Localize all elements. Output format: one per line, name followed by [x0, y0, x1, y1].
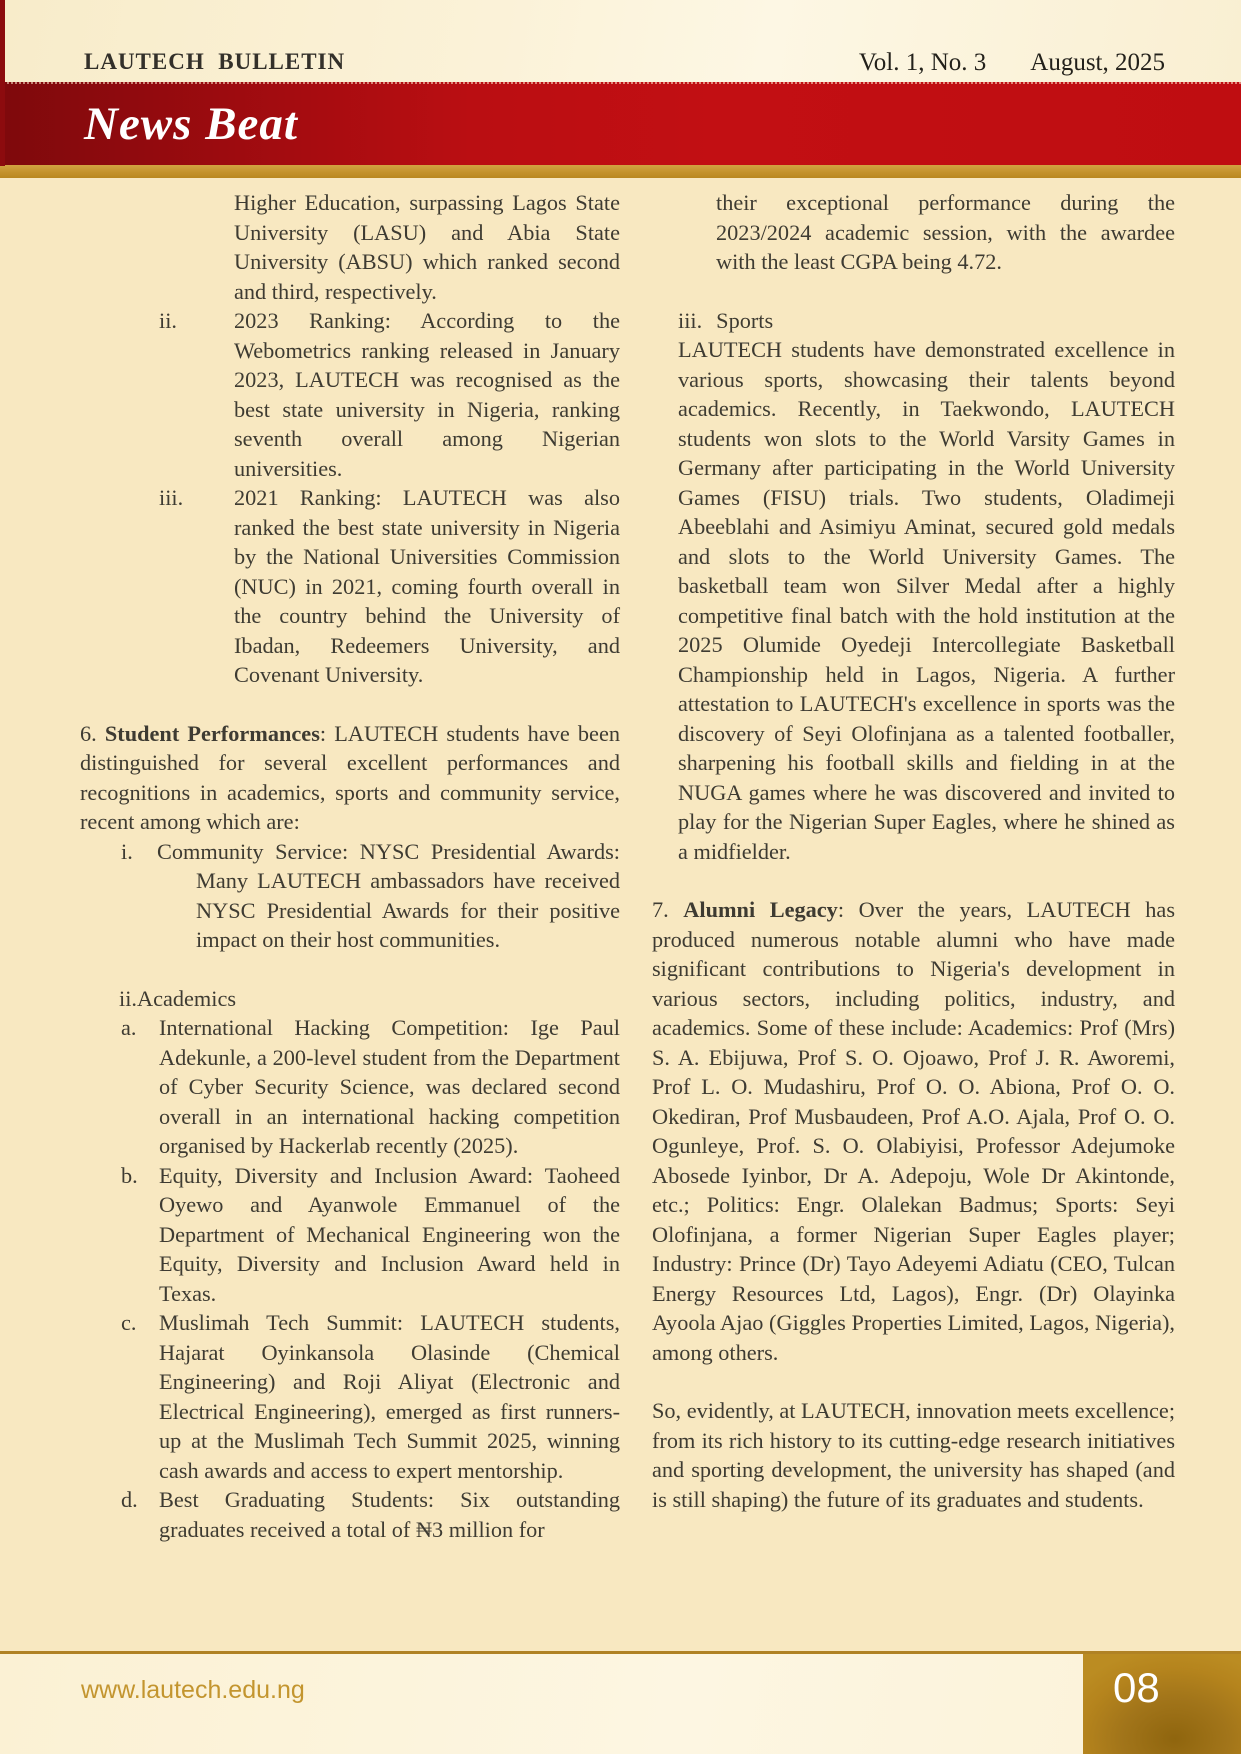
ranking-item-2023 — [80, 306, 620, 483]
list-text: Best Graduating Students: Six outstanding graduates received a total of ₦3 million for — [159, 1487, 620, 1542]
community-service-item — [80, 837, 620, 955]
masthead-issue — [859, 49, 1165, 77]
masthead-title: LAUTECH BULLETIN — [84, 49, 346, 74]
section-title: Alumni Legacy — [683, 897, 838, 922]
site-url[interactable]: www.lautech.edu.ng — [81, 1676, 305, 1704]
list-marker: c. — [121, 1310, 137, 1335]
left-column — [80, 188, 620, 1544]
academics-item-c — [80, 1308, 620, 1485]
masthead — [0, 0, 1241, 82]
page-number: 08 — [1113, 1664, 1160, 1711]
list-marker: i. — [121, 838, 133, 864]
list-marker: iii. — [678, 307, 703, 333]
subheading-text: Sports — [716, 307, 774, 333]
section-text: : Over the years, LAUTECH has produced numerous notable alumni who have made significant contributions to Nigeria's development in various sectors, including politics, industry, and academics. Some of these include: Academics: Prof (Mrs) S. A. Ebijuwa, Prof S. O. Ojoawo, Prof J. R. Aworemi, Prof L. O. Mudashiru, Prof O. O. Abiona, Prof O. O. Okediran, Prof Musbaudeen, Prof A.O. Ajala, Prof O. O. Ogunleye, Prof. S. O. Olabiyisi, Professor Adejumoke Abosede Iyinbor, Dr A. Adepoju, Wole Dr Akintonde, etc.; Politics: Engr. Olalekan Badmus; Sports: Seyi Olofinjana, a former Nigerian Super Eagles player; Industry: Prince (Dr) Tayo Adeyemi Adiatu (CEO, Tulcan Energy Resources Ltd, Lagos), Engr. (Dr) Olayinka Ayoola Ajao (Giggles Properties Limited, Lagos, Nigeria), among others. — [652, 897, 1175, 1365]
academics-item-a — [80, 1013, 620, 1161]
news-beat-banner — [0, 82, 1241, 165]
list-marker: ii. — [119, 985, 137, 1011]
ranking-item-continuation — [80, 188, 620, 306]
continuation-paragraph: their exceptional performance during the 2023/2024 academic session, with the awardee with the least CGPA being 4.72. — [716, 190, 1175, 274]
issue-volume: Vol. 1, No. 3 — [858, 49, 987, 76]
sports-section — [652, 306, 1175, 867]
gold-divider — [0, 165, 1241, 178]
list-marker: ii. — [159, 308, 177, 333]
section-text: : LAUTECH students have been distinguished for several excellent performances and recognitions in academics, sports and community service, recent among which are: — [80, 720, 621, 834]
list-marker: b. — [121, 1162, 138, 1188]
list-marker: a. — [121, 1015, 137, 1040]
list-text: Community Service: NYSC Presidential Awards: Many LAUTECH ambassadors have received NYSC Presidential Awards for their positive impact on their host communities. — [157, 838, 620, 952]
academics-item-d — [80, 1485, 620, 1544]
section-7-paragraph — [652, 895, 1175, 1367]
section-6-paragraph — [80, 719, 620, 837]
list-text: Muslimah Tech Summit: LAUTECH students, Hajarat Oyinkansola Olasinde (Chemical Engineering) and Roji Aliyat (Electronic and Electrical Engineering), emerged as first runners-up at the Muslimah Tech Summit 2025, winning cash awards and access to expert mentorship. — [159, 1310, 620, 1483]
academics-item-b — [80, 1161, 620, 1309]
list-text: Equity, Diversity and Inclusion Award: Taoheed Oyewo and Ayanwole Emmanuel of the Department of Mechanical Engineering won the Equity, Diversity and Inclusion Award held in Texas. — [159, 1162, 620, 1306]
section-number: 6. — [80, 720, 105, 746]
list-text: Higher Education, surpassing Lagos State University (LASU) and Abia State University (ABSU) which ranked second and third, respectively. — [234, 190, 620, 304]
list-text: International Hacking Competition: Ige Paul Adekunle, a 200-level student from the Department of Cyber Security Science, was declared second overall in an international hacking competition organised by Hackerlab recently (2025). — [159, 1015, 620, 1158]
list-marker: d. — [121, 1487, 138, 1512]
subheading-text: Academics — [136, 985, 237, 1011]
banner-title: News Beat — [84, 97, 298, 150]
footer — [0, 1654, 1241, 1754]
list-marker: iii. — [159, 485, 184, 510]
section-number: 7. — [652, 897, 684, 922]
issue-date: August, 2025 — [1030, 49, 1165, 76]
sports-subheading — [678, 306, 1175, 336]
left-accent-strip — [0, 0, 5, 166]
closing-paragraph: So, evidently, at LAUTECH, innovation meets excellence; from its rich history to its cutting-edge research initiatives and sporting development, the university has shaped (and is still shaping) the future of its graduates and students. — [652, 1398, 1176, 1512]
page-number-badge — [1083, 1654, 1241, 1754]
section-title: Student Performances — [104, 720, 320, 746]
right-column — [652, 188, 1175, 1514]
sports-paragraph: LAUTECH students have demonstrated excellence in various sports, showcasing their talents beyond academics. Recently, in Taekwondo, LAUTECH students won slots to the World Varsity Games in Germany after participating in the World University Games (FISU) trials. Two students, Oladimeji Abeeblahi and Asimiyu Aminat, secured gold medals and slots to the World University Games. The basketball team won Silver Medal after a highly competitive final batch with the hold institution at the 2025 Olumide Oyedeji Intercollegiate Basketball Championship held in Lagos, Nigeria. A further attestation to LAUTECH's excellence in sports was the discovery of Seyi Olofinjana as a talented footballer, sharpening his football skills and fielding in at the NUGA games where he was discovered and invited to play for the Nigerian Super Eagles, where he shined as a midfielder. — [678, 337, 1175, 864]
academics-subheading — [80, 984, 620, 1014]
ranking-item-2021 — [80, 483, 620, 690]
list-text: 2021 Ranking: LAUTECH was also ranked the best state university in Nigeria by the National Universities Commission (NUC) in 2021, coming fourth overall in the country behind the University of Ibadan, Redeemers University, and Covenant University. — [234, 485, 620, 687]
list-text: 2023 Ranking: According to the Webometrics ranking released in January 2023, LAUTECH was recognised as the best state university in Nigeria, ranking seventh overall among Nigerian universities. — [234, 308, 620, 481]
